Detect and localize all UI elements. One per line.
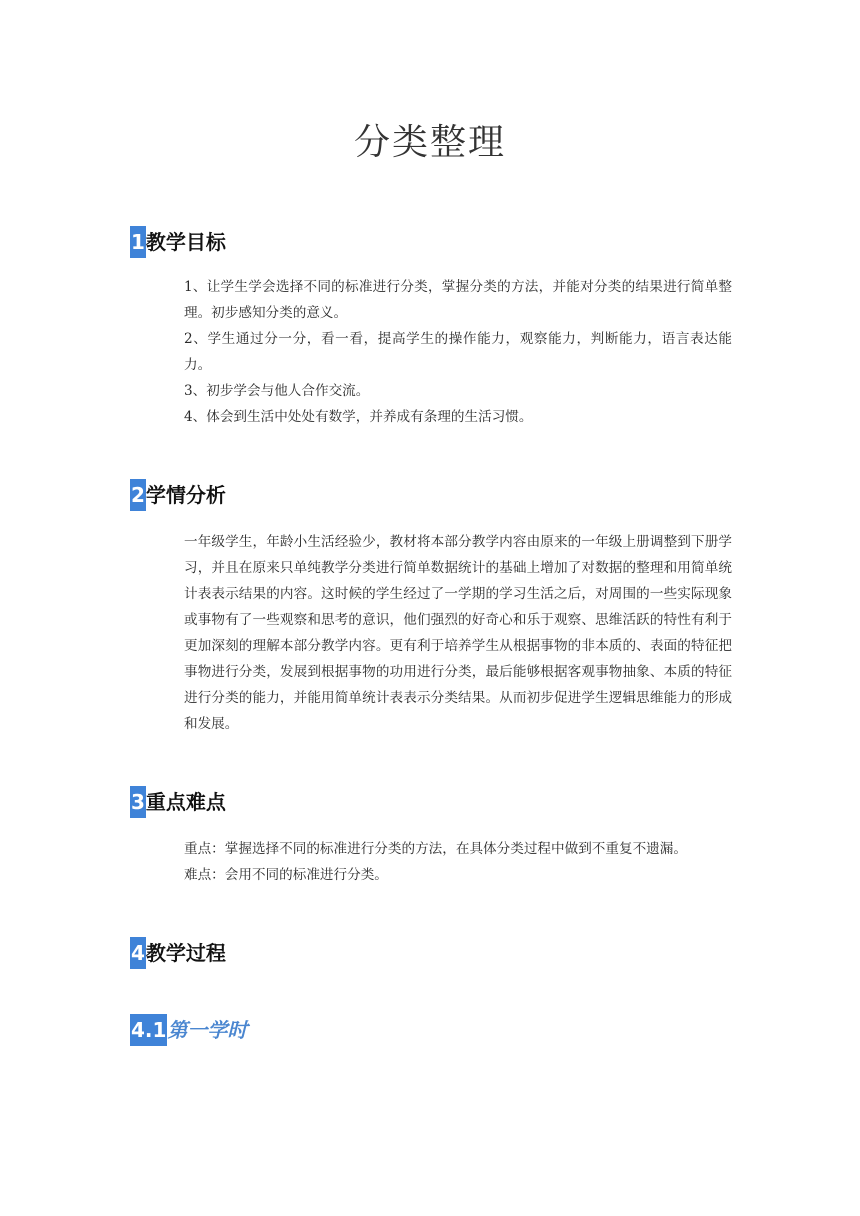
section-title: 教学过程	[145, 941, 226, 965]
objective-item: 4、体会到生活中处处有数学，并养成有条理的生活习惯。	[184, 409, 533, 425]
key-point-item: 难点：会用不同的标准进行分类。	[184, 867, 388, 883]
section-title: 教学目标	[145, 230, 226, 254]
objective-item: 1、让学生学会选择不同的标准进行分类，掌握分类的方法，并能对分类的结果进行简单整理。初步感知分类的意义。	[184, 279, 732, 321]
section-title: 重点难点	[145, 790, 226, 814]
subsection-number-badge: 4.1	[130, 1014, 167, 1046]
section-heading-key-points	[130, 786, 226, 818]
section-body-objectives	[184, 274, 732, 430]
section-number-badge: 4	[130, 937, 146, 969]
section-title: 学情分析	[145, 483, 226, 507]
analysis-paragraph: 一年级学生，年龄小生活经验少，教材将本部分教学内容由原来的一年级上册调整到下册学习，并且在原来只单纯教学分类进行简单数据统计的基础上增加了对数据的整理和用简单统计表表示结果的内容。这时候的学生经过了一学期的学习生活之后，对周围的一些实际现象或事物有了一些观察和思考的意识，他们强烈的好奇心和乐于观察、思维活跃的特性有利于更加深刻的理解本部分教学内容。更有利于培养学生从根据事物的非本质的、表面的特征把事物进行分类，发展到根据事物的功用进行分类，最后能够根据客观事物抽象、本质的特征进行分类的能力，并能用简单统计表表示分类结果。从而初步促进学生逻辑思维能力的形成和发展。	[184, 534, 732, 732]
page-title: 分类整理	[353, 122, 506, 163]
objective-item: 2、学生通过分一分，看一看，提高学生的操作能力，观察能力，判断能力，语言表达能力。	[184, 331, 732, 373]
subsection-heading-lesson-one	[130, 1014, 247, 1046]
subsection-title: 第一学时	[167, 1018, 248, 1042]
section-heading-analysis	[130, 479, 226, 511]
section-heading-objectives	[130, 226, 226, 258]
section-number-badge: 2	[130, 479, 146, 511]
key-point-item: 重点：掌握选择不同的标准进行分类的方法，在具体分类过程中做到不重复不遗漏。	[184, 841, 687, 857]
objective-item: 3、初步学会与他人合作交流。	[184, 383, 370, 399]
section-body-analysis	[184, 529, 732, 737]
section-body-key-points	[184, 836, 732, 888]
section-heading-process	[130, 937, 226, 969]
section-number-badge: 1	[130, 226, 146, 258]
section-number-badge: 3	[130, 786, 146, 818]
